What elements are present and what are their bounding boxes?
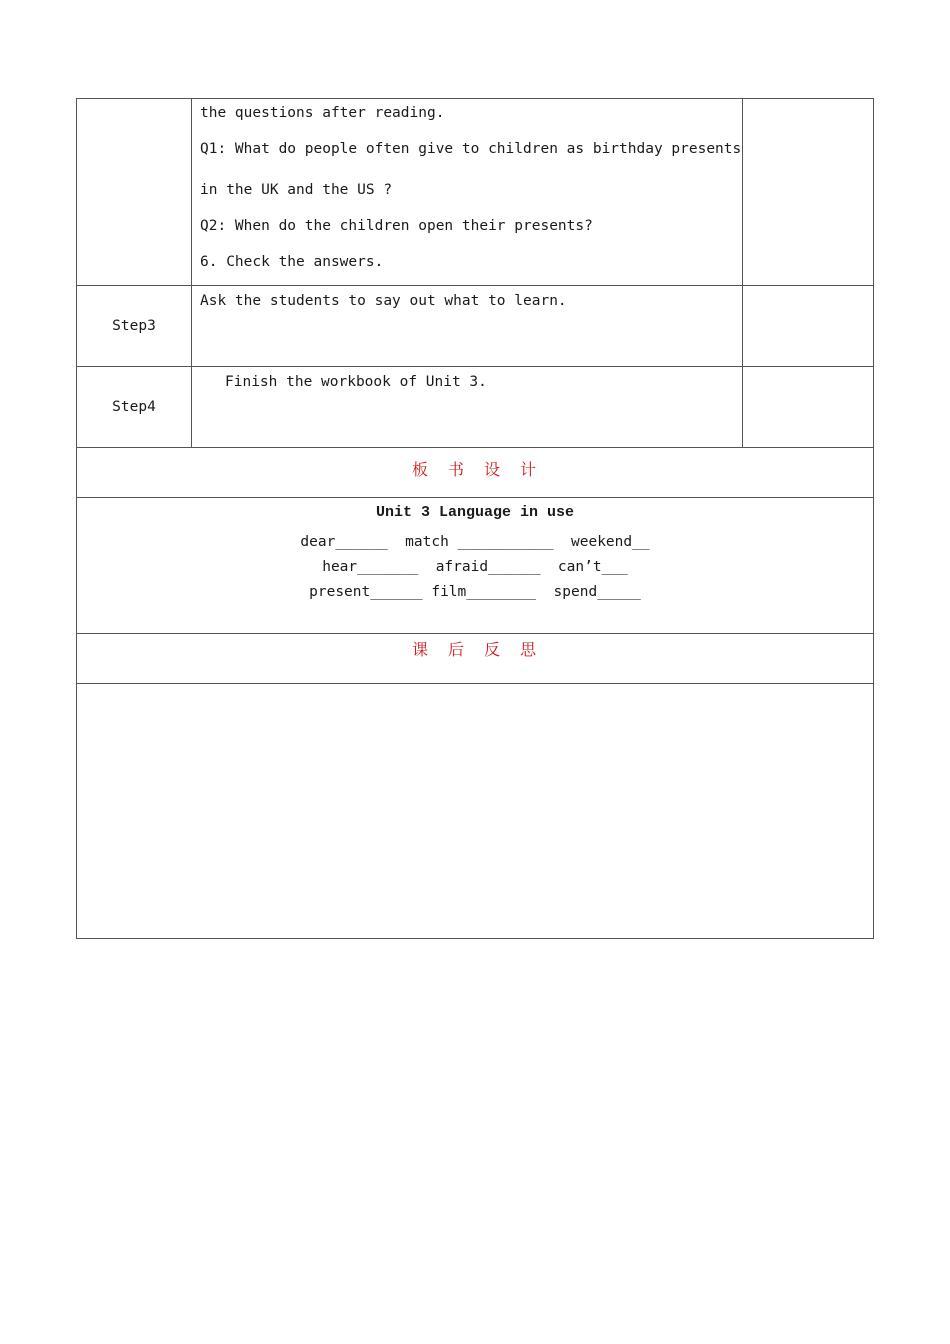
reading-questions-row [77, 99, 874, 286]
step4-text: Finish the workbook of Unit 3. [225, 374, 487, 390]
heading-char: 设 [484, 460, 503, 479]
vocab-list [77, 530, 873, 605]
heading-char: 板 [411, 460, 430, 479]
heading-char: 课 [411, 640, 430, 659]
question-1: Q1: What do people often give to children as birthday presents [200, 141, 742, 157]
notes-cell [743, 99, 874, 286]
heading-char: 后 [447, 640, 466, 659]
heading-char: 反 [484, 640, 503, 659]
text-line: in the UK and the US ? [200, 182, 393, 198]
heading-char: 计 [520, 460, 539, 479]
vocab-row: hear_______ afraid______ can’t___ [322, 559, 628, 575]
question-2: Q2: When do the children open their presents? [200, 218, 593, 234]
board-design-heading-row [77, 448, 874, 498]
reflection-body-row [77, 684, 874, 939]
reflection-heading [77, 634, 873, 660]
step3-activity-cell [192, 286, 743, 367]
activity-cell [192, 99, 743, 286]
step3-row [77, 286, 874, 367]
heading-char: 书 [447, 460, 466, 479]
unit-title: Unit 3 Language in use [375, 504, 575, 521]
check-answers-step: 6. Check the answers. [200, 254, 384, 270]
step4-activity-cell [192, 367, 743, 448]
reflection-body-cell [77, 684, 874, 939]
board-design-heading [77, 448, 873, 480]
text-line: the questions after reading. [200, 105, 445, 121]
step-label-cell [77, 99, 192, 286]
notes-cell [743, 367, 874, 448]
step3-text: Ask the students to say out what to learn. [200, 293, 567, 309]
board-content-row [77, 498, 874, 634]
board-design-heading-cell [77, 448, 874, 498]
reflection-heading-row [77, 634, 874, 684]
step4-label: Step4 [77, 367, 192, 448]
vocab-row: present______ film________ spend_____ [309, 584, 641, 600]
board-content-cell [77, 498, 874, 634]
lesson-plan-table [76, 98, 874, 939]
step4-row [77, 367, 874, 448]
step3-label: Step3 [77, 286, 192, 367]
notes-cell [743, 286, 874, 367]
heading-char: 思 [520, 640, 539, 659]
vocab-row: dear______ match ___________ weekend__ [300, 534, 650, 550]
reflection-heading-cell [77, 634, 874, 684]
